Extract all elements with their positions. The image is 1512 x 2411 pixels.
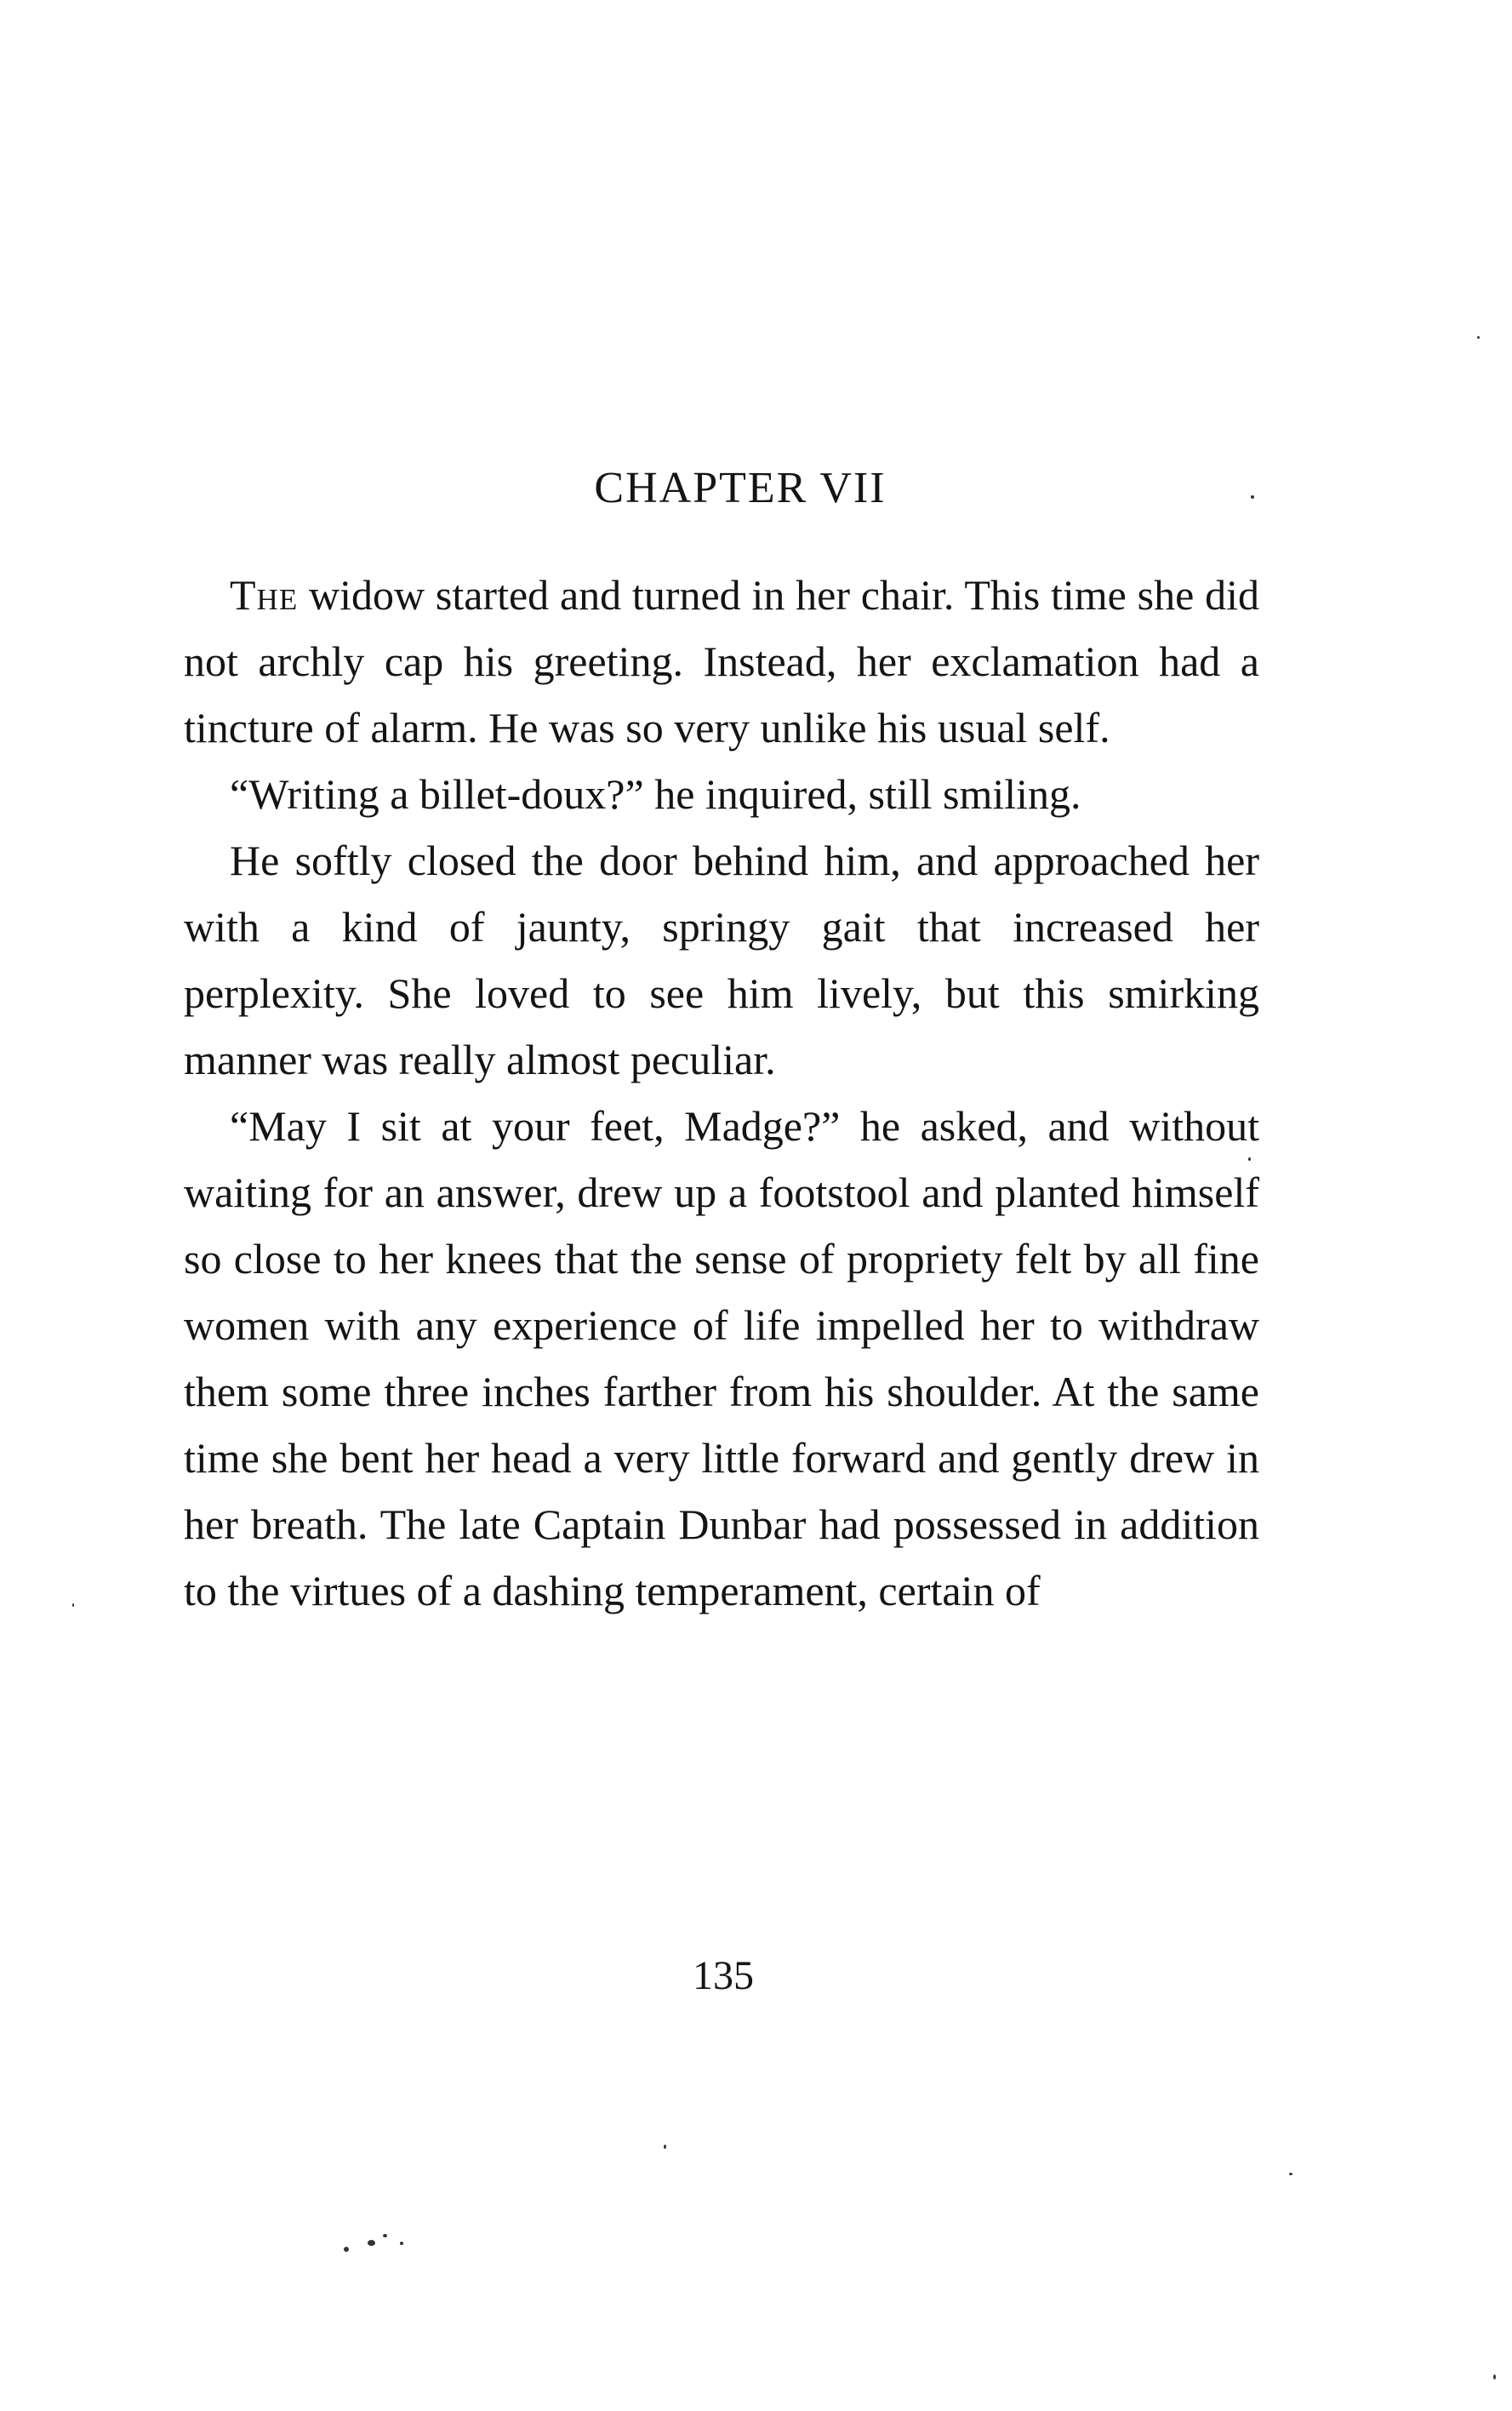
- scan-speck: [664, 2145, 666, 2149]
- paragraph-4: [184, 1093, 1259, 1624]
- scan-speck: [1248, 1157, 1251, 1161]
- body-text: [184, 562, 1259, 1624]
- scan-speck: [1289, 2173, 1292, 2175]
- scan-speck: [368, 2240, 375, 2246]
- scan-speck: [1493, 2374, 1496, 2380]
- paragraph-1: [184, 562, 1259, 761]
- paragraph-2: [184, 761, 1259, 827]
- paragraph-text: widow started and turned in her chair. This time she did not archly cap his greeting. Instead, her exclamation had a tincture of alarm. He was so very unlike his usual self.: [184, 571, 1259, 751]
- scan-speck: [1477, 336, 1480, 339]
- paragraph-text: “Writing a billet-doux?” he inquired, still smiling.: [230, 770, 1081, 818]
- paragraph-text: “May I sit at your feet, Madge?” he asked, and without waiting for an answer, drew up a footstool and planted himself so close to her knees that the sense of propriety felt by all fine women with any experience of life impelled her to withdraw them some three inches farther from his shoulder. At the same time she bent her head a very little forward and gently drew in her breath. The late Captain Dunbar had possessed in addition to the virtues of a dashing temperament, certain of: [184, 1102, 1259, 1614]
- page-number: 135: [693, 1953, 754, 1998]
- chapter-heading: CHAPTER VII: [594, 464, 887, 512]
- scan-speck: [400, 2242, 403, 2245]
- scan-speck: [72, 1603, 74, 1607]
- scan-speck: [383, 2234, 387, 2237]
- scan-speck: [344, 2247, 349, 2252]
- scan-speck: [1251, 495, 1254, 499]
- paragraph-text: He softly closed the door behind him, and approached her with a kind of jaunty, springy gait that increased her perplexity. She loved to see him lively, but this smirking manner was really almost peculiar.: [184, 837, 1259, 1083]
- paragraph-3: [184, 827, 1259, 1093]
- paragraph-lead-word: The: [230, 571, 299, 619]
